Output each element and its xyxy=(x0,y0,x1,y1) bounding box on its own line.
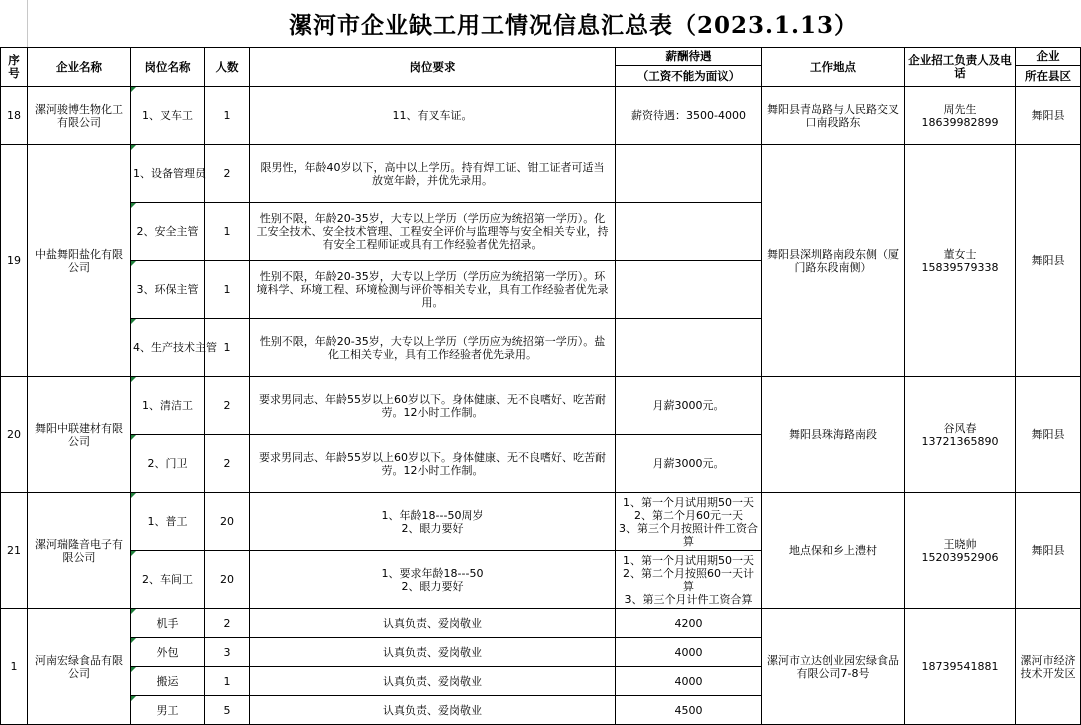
cell-position[interactable]: 2、门卫 xyxy=(131,435,205,493)
title-row[interactable] xyxy=(27,0,1080,48)
cell-requirement[interactable]: 性别不限，年龄20-35岁，大专以上学历（学历应为统招第一学历）。化工安全技术、安全技术管理、工程安全评价与监理等与安全相关专业，持有安全工程师证或具有工作经验者优先招录。 xyxy=(250,203,616,261)
cell-position[interactable]: 男工 xyxy=(131,696,205,725)
cell-salary[interactable]: 薪资待遇：3500-4000 xyxy=(616,87,762,145)
cell-company-name[interactable]: 漯河瑞隆音电子有限公司 xyxy=(28,493,131,609)
cell-requirement[interactable]: 认真负责、爱岗敬业 xyxy=(250,609,616,638)
cell-position[interactable]: 1、设备管理员 xyxy=(131,145,205,203)
header-row xyxy=(1,48,1081,66)
cell-salary[interactable]: 月薪3000元。 xyxy=(616,435,762,493)
cell-county[interactable]: 舞阳县 xyxy=(1016,87,1081,145)
cell-count[interactable]: 20 xyxy=(205,551,250,609)
cell-position[interactable]: 1、叉车工 xyxy=(131,87,205,145)
cell-county[interactable]: 漯河市经济技术开发区 xyxy=(1016,609,1081,725)
cell-company-name[interactable]: 河南宏绿食品有限公司 xyxy=(28,609,131,725)
cell-requirement[interactable]: 要求男同志、年龄55岁以上60岁以下。身体健康、无不良嗜好、吃苦耐劳。12小时工作制。 xyxy=(250,435,616,493)
cell-location[interactable]: 漯河市立达创业园宏绿食品有限公司7-8号 xyxy=(762,609,905,725)
cell-count[interactable]: 5 xyxy=(205,696,250,725)
cell-location[interactable]: 舞阳县深圳路南段东侧（厦门路东段南侧） xyxy=(762,145,905,377)
table-row xyxy=(1,377,1081,435)
header-salary[interactable]: 薪酬待遇 xyxy=(616,48,762,66)
cell-requirement[interactable]: 认真负责、爱岗敬业 xyxy=(250,696,616,725)
header-seq[interactable]: 序号 xyxy=(1,48,28,87)
row-gutter xyxy=(0,0,28,47)
table-row xyxy=(1,145,1081,203)
cell-count[interactable]: 2 xyxy=(205,377,250,435)
cell-contact[interactable] xyxy=(905,87,1016,145)
header-count[interactable]: 人数 xyxy=(205,48,250,87)
cell-position[interactable]: 机手 xyxy=(131,609,205,638)
cell-requirement[interactable]: 性别不限，年龄20-35岁，大专以上学历（学历应为统招第一学历）。环境科学、环境工程、环境检测与评价等相关专业，具有工作经验者优先录用。 xyxy=(250,261,616,319)
cell-salary[interactable]: 4000 xyxy=(616,638,762,667)
cell-position[interactable]: 搬运 xyxy=(131,667,205,696)
header-position[interactable]: 岗位名称 xyxy=(131,48,205,87)
cell-contact[interactable] xyxy=(905,493,1016,609)
cell-salary[interactable]: 1、第一个月试用期50一天 2、第二个月60元一天 3、第三个月按照计件工资合算 xyxy=(616,493,762,551)
table-row xyxy=(1,609,1081,638)
cell-position[interactable]: 2、安全主管 xyxy=(131,203,205,261)
cell-count[interactable]: 1 xyxy=(205,319,250,377)
header-company[interactable]: 企业名称 xyxy=(28,48,131,87)
cell-count[interactable]: 2 xyxy=(205,435,250,493)
cell-count[interactable]: 20 xyxy=(205,493,250,551)
cell-count[interactable]: 2 xyxy=(205,145,250,203)
cell-county[interactable]: 舞阳县 xyxy=(1016,493,1081,609)
cell-requirement[interactable]: 性别不限，年龄20-35岁，大专以上学历（学历应为统招第一学历）。盐化工相关专业，具有工作经验者优先录用。 xyxy=(250,319,616,377)
header-county[interactable]: 所在县区 xyxy=(1016,66,1081,87)
cell-count[interactable]: 1 xyxy=(205,87,250,145)
contact-name: 王晓帅15203952906 xyxy=(921,537,999,564)
cell-position[interactable]: 1、普工 xyxy=(131,493,205,551)
cell-position[interactable]: 3、环保主管 xyxy=(131,261,205,319)
page-title: 漯河市企业缺工用工情况信息汇总表（2023.1.13） xyxy=(288,12,859,39)
cell-company-name[interactable]: 漯河骏博生物化工有限公司 xyxy=(28,87,131,145)
cell-salary[interactable]: 1、第一个月试用期50一天 2、第二个月按照60一天计算 3、第三个月计件工资合算 xyxy=(616,551,762,609)
cell-count[interactable]: 3 xyxy=(205,638,250,667)
cell-requirement[interactable]: 限男性，年龄40岁以下，高中以上学历。持有焊工证、钳工证者可适当放宽年龄，并优先录用。 xyxy=(250,145,616,203)
contact-name: 董女士 xyxy=(943,247,977,261)
cell-salary[interactable]: 月薪3000元。 xyxy=(616,377,762,435)
header-salary-note[interactable]: （工资不能为面议） xyxy=(616,66,762,87)
cell-seq[interactable]: 18 xyxy=(1,87,28,145)
cell-county[interactable]: 舞阳县 xyxy=(1016,377,1081,493)
contact-name: 周先生 xyxy=(943,102,977,116)
cell-position[interactable]: 2、车间工 xyxy=(131,551,205,609)
cell-location[interactable]: 舞阳县珠海路南段 xyxy=(762,377,905,493)
cell-position[interactable]: 1、清洁工 xyxy=(131,377,205,435)
contact-name: 18739541881 xyxy=(921,660,999,673)
cell-requirement[interactable]: 1、要求年龄18---50 2、眼力要好 xyxy=(250,551,616,609)
contact-phone: 15839579338 xyxy=(921,260,999,274)
contact-name: 谷风春 xyxy=(943,421,977,435)
cell-salary[interactable] xyxy=(616,261,762,319)
cell-location[interactable]: 舞阳县青岛路与人民路交叉口南段路东 xyxy=(762,87,905,145)
cell-seq[interactable]: 20 xyxy=(1,377,28,493)
cell-count[interactable]: 2 xyxy=(205,609,250,638)
cell-requirement[interactable]: 认真负责、爱岗敬业 xyxy=(250,638,616,667)
cell-county[interactable]: 舞阳县 xyxy=(1016,145,1081,377)
header-enterprise[interactable]: 企业 xyxy=(1016,48,1081,66)
cell-salary[interactable]: 4000 xyxy=(616,667,762,696)
cell-count[interactable]: 1 xyxy=(205,667,250,696)
cell-contact[interactable] xyxy=(905,377,1016,493)
cell-position[interactable]: 4、生产技术主管 xyxy=(131,319,205,377)
cell-seq[interactable]: 1 xyxy=(1,609,28,725)
contact-phone: 13721365890 xyxy=(921,434,999,448)
cell-count[interactable]: 1 xyxy=(205,261,250,319)
cell-location[interactable]: 地点保和乡上澧村 xyxy=(762,493,905,609)
cell-contact[interactable] xyxy=(905,145,1016,377)
cell-requirement[interactable]: 11、有叉车证。 xyxy=(250,87,616,145)
cell-count[interactable]: 1 xyxy=(205,203,250,261)
cell-company-name[interactable]: 舞阳中联建材有限公司 xyxy=(28,377,131,493)
header-location[interactable]: 工作地点 xyxy=(762,48,905,87)
cell-contact[interactable] xyxy=(905,609,1016,725)
cell-salary[interactable] xyxy=(616,203,762,261)
header-requirement[interactable]: 岗位要求 xyxy=(250,48,616,87)
cell-company-name[interactable]: 中盐舞阳盐化有限公司 xyxy=(28,145,131,377)
contact-phone: 18639982899 xyxy=(921,115,999,129)
cell-requirement[interactable]: 要求男同志、年龄55岁以上60岁以下。身体健康、无不良嗜好、吃苦耐劳。12小时工作制。 xyxy=(250,377,616,435)
table-row xyxy=(1,87,1081,145)
cell-requirement[interactable]: 1、年龄18---50周岁 2、眼力要好 xyxy=(250,493,616,551)
cell-requirement[interactable]: 认真负责、爱岗敬业 xyxy=(250,667,616,696)
cell-position[interactable]: 外包 xyxy=(131,638,205,667)
cell-seq[interactable]: 21 xyxy=(1,493,28,609)
cell-salary[interactable]: 4500 xyxy=(616,696,762,725)
cell-salary[interactable] xyxy=(616,319,762,377)
cell-salary[interactable] xyxy=(616,145,762,203)
cell-seq[interactable]: 19 xyxy=(1,145,28,377)
cell-salary[interactable]: 4200 xyxy=(616,609,762,638)
table-row xyxy=(1,493,1081,551)
job-table xyxy=(0,47,1081,725)
header-contact[interactable]: 企业招工负责人及电话 xyxy=(905,48,1016,87)
